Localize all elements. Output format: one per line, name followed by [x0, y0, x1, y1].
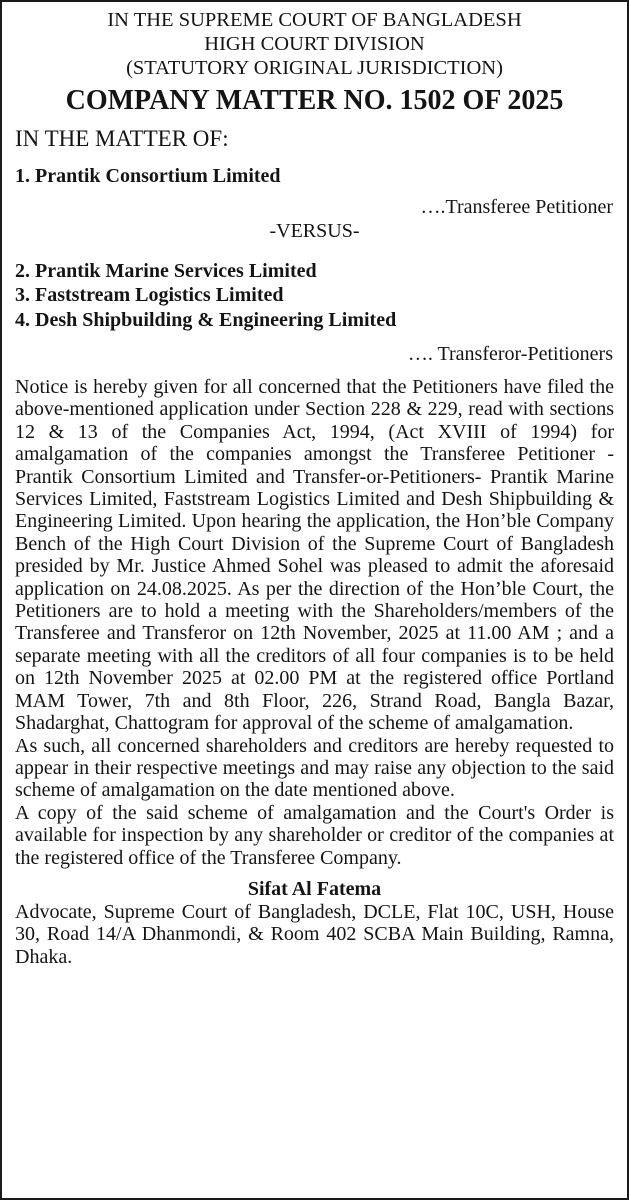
court-name: IN THE SUPREME COURT OF BANGLADESH: [107, 9, 522, 31]
notice-paragraph: As such, all concerned shareholders and creditors are hereby requested to appear in their respective meetings and may raise any objection to the said scheme of amalgamation on the date mentioned above.: [15, 734, 614, 802]
court-header: [15, 8, 614, 80]
transferor-party: 4. Desh Shipbuilding & Engineering Limited: [15, 308, 397, 331]
transferor-party: 2. Prantik Marine Services Limited: [15, 259, 317, 282]
transferee-party: 1. Prantik Consortium Limited: [15, 165, 281, 187]
notice-paragraph: A copy of the said scheme of amalgamation and the Court's Order is available for inspection by any shareholder or creditor of the companies at the registered office of the Transferee Company.: [15, 801, 614, 869]
court-jurisdiction: (STATUTORY ORIGINAL JURISDICTION): [126, 57, 503, 79]
court-division: HIGH COURT DIVISION: [204, 33, 425, 55]
signatory-name: Sifat Al Fatema: [247, 877, 382, 900]
transferor-role: …. Transferor-Petitioners: [407, 343, 613, 365]
notice-body: [15, 376, 614, 869]
matter-title: COMPANY MATTER NO. 1502 OF 2025: [65, 85, 564, 116]
versus-separator: -VERSUS-: [269, 219, 360, 242]
signatory-block: [15, 877, 614, 968]
signatory-address: Advocate, Supreme Court of Bangladesh, DCLE, Flat 10C, USH, House 30, Road 14/A Dhanmondi, & Room 402 SCBA Main Building, Ramna, Dhaka.: [15, 900, 614, 968]
transferor-party: 3. Faststream Logistics Limited: [15, 284, 284, 306]
notice-paragraph: Notice is hereby given for all concerned that the Petitioners have filed the above-mentioned application under Section 228 & 229, read with sections 12 & 13 of the Companies Act, 1994, (Act XVIII of 1994) for amalgamation of the companies amongst the Transferee Petitioner - Prantik Consortium Limited and Transfer-or-Petitioners- Prantik Marine Services Limited, Faststream Logistics Limited and Desh Shipbuilding & Engineering Limited. Upon hearing the application, the Hon’ble Company Bench of the High Court Division of the Supreme Court of Bangladesh presided by Mr. Justice Ahmed Sohel was pleased to admit the aforesaid application on 24.08.2025. As per the direction of the Hon’ble Court, the Petitioners are to hold a meeting with the Shareholders/members of the Transferee and Transferor on 12th November, 2025 at 11.00 AM ; and a separate meeting with all the creditors of all four companies is to be held on 12th November 2025 at 02.00 PM at the registered office Portland MAM Tower, 7th and 8th Floor, 226, Strand Road, Bangla Bazar, Shadarghat, Chattogram for approval of the scheme of amalgamation.: [15, 376, 614, 735]
transferee-role: ….Transferee Petitioner: [420, 195, 613, 218]
in-the-matter-heading: IN THE MATTER OF:: [15, 126, 229, 151]
